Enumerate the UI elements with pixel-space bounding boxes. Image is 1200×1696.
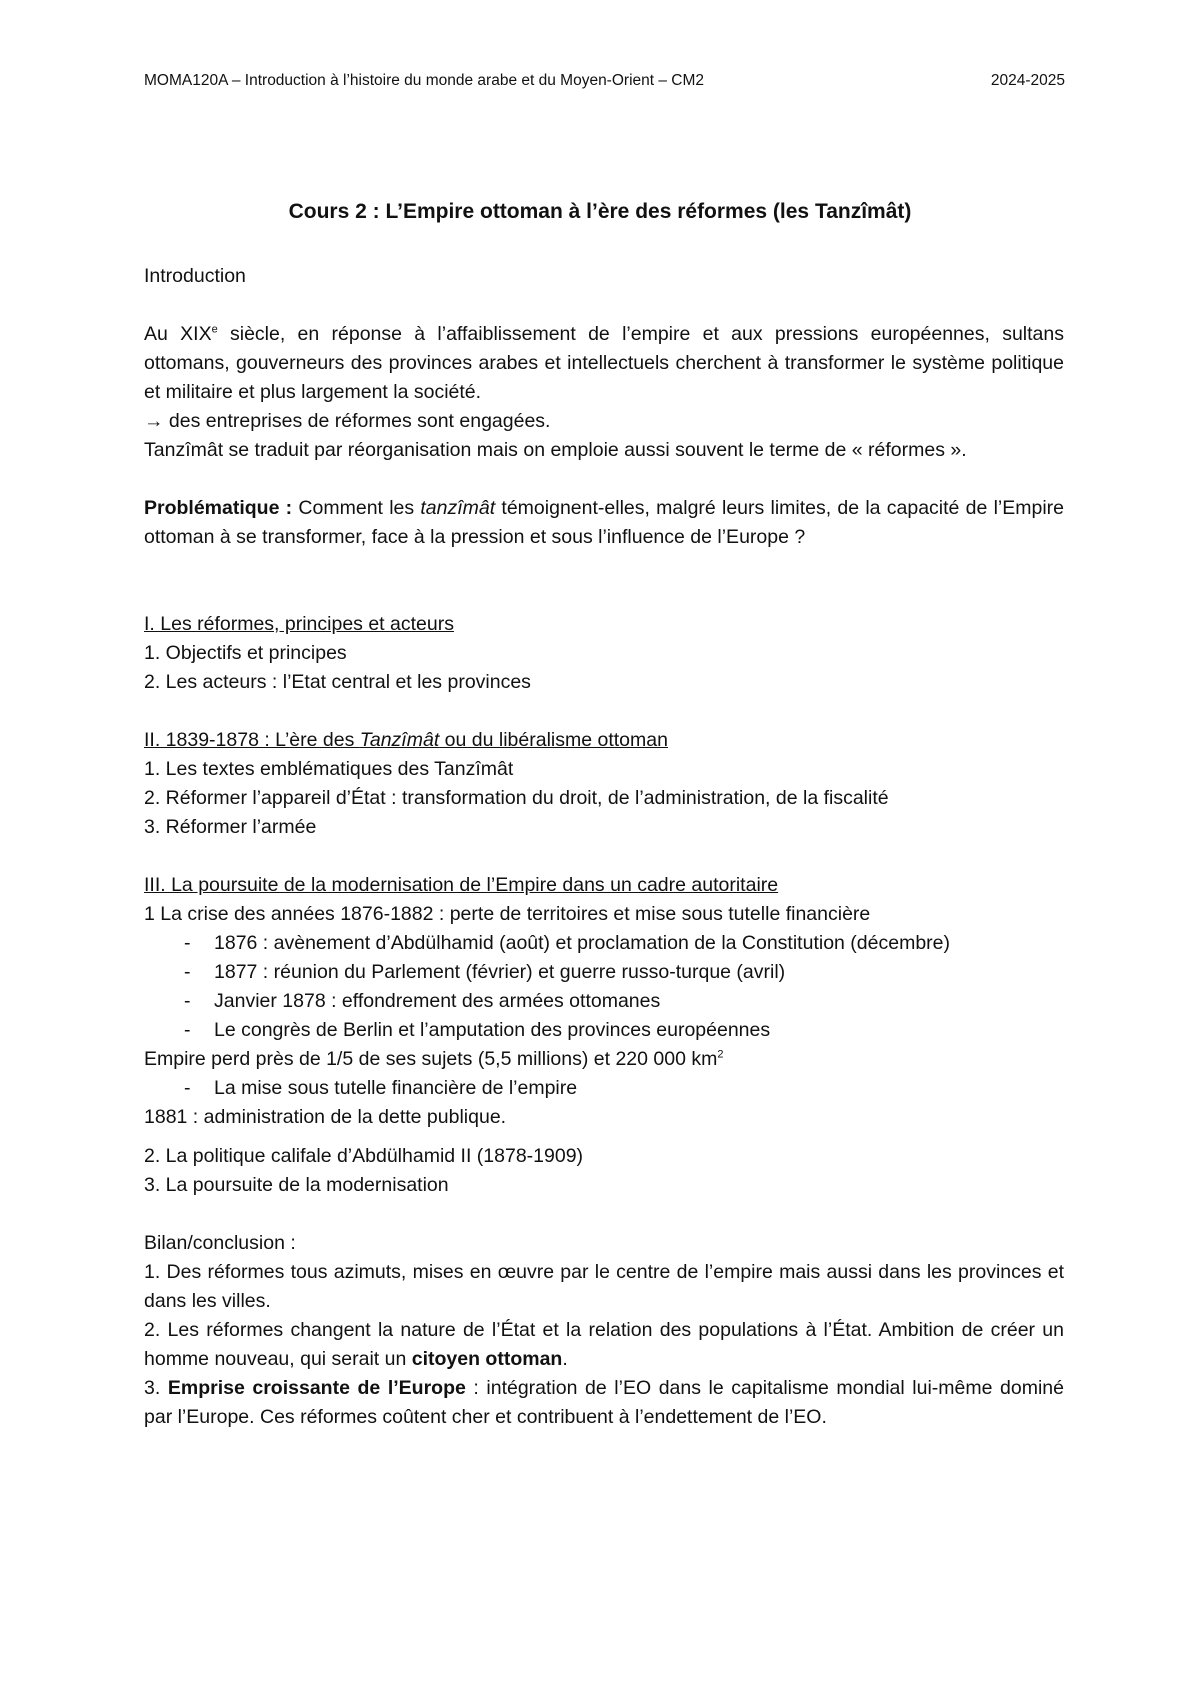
bullet-item <box>144 1016 1064 1045</box>
section-3-sub-1: 1 La crise des années 1876-1882 : perte de territoires et mise sous tutelle financière <box>144 903 871 925</box>
section-1-heading: I. Les réformes, principes et acteurs <box>144 613 454 635</box>
arrow-text: des entreprises de réformes sont engagées. <box>163 410 551 432</box>
conclusion-point-1: 1. Des réformes tous azimuts, mises en œuvre par le centre de l’empire mais aussi dans les provinces et dans les villes. <box>144 1261 1064 1312</box>
conclusion-heading: Bilan/conclusion : <box>144 1232 296 1254</box>
section-2-item: 3. Réformer l’armée <box>144 816 317 838</box>
section-2-item: 1. Les textes emblématiques des Tanzîmât <box>144 758 514 780</box>
conclusion-point-2 <box>144 1316 1064 1374</box>
year-header: 2024-2025 <box>990 72 1065 89</box>
arrow-icon: → <box>144 410 164 432</box>
conclusion-3-bold: Emprise croissante de l’Europe <box>167 1377 466 1399</box>
intro-heading: Introduction <box>144 265 246 287</box>
page-header <box>144 72 1065 90</box>
section-1-item: 2. Les acteurs : l’Etat central et les provinces <box>144 671 531 693</box>
problematique-text-a: Comment les <box>292 497 421 519</box>
section-3-heading: III. La poursuite de la modernisation de l’Empire dans un cadre autoritaire <box>144 874 779 896</box>
empire-loss-superscript: 2 <box>717 1048 724 1061</box>
dette-line: 1881 : administration de la dette publique. <box>144 1106 507 1128</box>
arrow-line <box>144 407 1064 436</box>
conclusion-3-text-c: : intégration de l’EO dans le capitalisme mondial lui-même dominé par l’Europe. Ces réformes coûtent cher et contribuent à l’endettement de l’EO. <box>144 1377 1064 1428</box>
course-header: MOMA120A – Introduction à l’histoire du monde arabe et du Moyen-Orient – CM2 <box>144 72 705 89</box>
section-2-item: 2. Réformer l’appareil d’État : transformation du droit, de l’administration, de la fiscalité <box>144 787 889 809</box>
document-body <box>144 262 1064 1432</box>
bullet-item <box>144 987 1064 1016</box>
empire-loss-text: Empire perd près de 1/5 de ses sujets (5,5 millions) et 220 000 km <box>144 1048 718 1070</box>
tanzimat-definition: Tanzîmât se traduit par réorganisation mais on emploie aussi souvent le terme de « réformes ». <box>144 439 967 461</box>
conclusion-2-text-a: 2. Les réformes changent la nature de l’État et la relation des populations à l’État. Ambition de créer un homme nouveau, qui serait un <box>144 1319 1064 1370</box>
bullet-text: 1877 : réunion du Parlement (février) et guerre russo-turque (avril) <box>214 961 786 983</box>
conclusion-3-text-a: 3. <box>144 1377 168 1399</box>
section-2-heading-b: ou du libéralisme ottoman <box>439 729 668 751</box>
bullet-item <box>144 958 1064 987</box>
section-2-heading-em: Tanzîmât <box>359 729 440 751</box>
bullet-text: Janvier 1878 : effondrement des armées ottomanes <box>214 990 661 1012</box>
bullet-item <box>144 929 1064 958</box>
bullet-text: La mise sous tutelle financière de l’empire <box>214 1077 578 1099</box>
problematique <box>144 494 1064 552</box>
empire-loss-line <box>144 1045 1064 1074</box>
section-3-sub-2: 2. La politique califale d’Abdülhamid II (1878-1909) <box>144 1145 584 1167</box>
bullet-text: 1876 : avènement d’Abdülhamid (août) et proclamation de la Constitution (décembre) <box>214 932 951 954</box>
bullet-item <box>144 1074 1064 1103</box>
problematique-emphasis: tanzîmât <box>420 497 496 519</box>
section-3-sub-3: 3. La poursuite de la modernisation <box>144 1174 449 1196</box>
problematique-text-b: témoignent-elles, malgré leurs limites, de la capacité de l’Empire ottoman à se transformer, face à la pression et sous l’influence de l’Europe ? <box>144 497 1065 548</box>
conclusion-2-text-c: . <box>562 1348 568 1370</box>
section-2-heading <box>144 726 1064 755</box>
bullet-text: Le congrès de Berlin et l’amputation des provinces européennes <box>214 1019 771 1041</box>
problematique-label: Problématique : <box>144 497 293 519</box>
section-1-item: 1. Objectifs et principes <box>144 642 347 664</box>
intro-text-a: Au XIX <box>144 323 212 345</box>
intro-superscript: e <box>211 323 218 336</box>
section-2-heading-a: II. 1839-1878 : L’ère des <box>144 729 360 751</box>
conclusion-point-3 <box>144 1374 1064 1432</box>
intro-text-b: siècle, en réponse à l’affaiblissement de l’empire et aux pressions européennes, sultans ottomans, gouverneurs des provinces arabes et intellectuels cherchent à transformer le système politique et militaire et plus largement la société. <box>144 323 1064 403</box>
intro-paragraph <box>144 320 1064 407</box>
page-title: Cours 2 : L’Empire ottoman à l’ère des réformes (les Tanzîmât) <box>288 200 912 223</box>
conclusion-2-bold: citoyen ottoman <box>411 1348 563 1370</box>
